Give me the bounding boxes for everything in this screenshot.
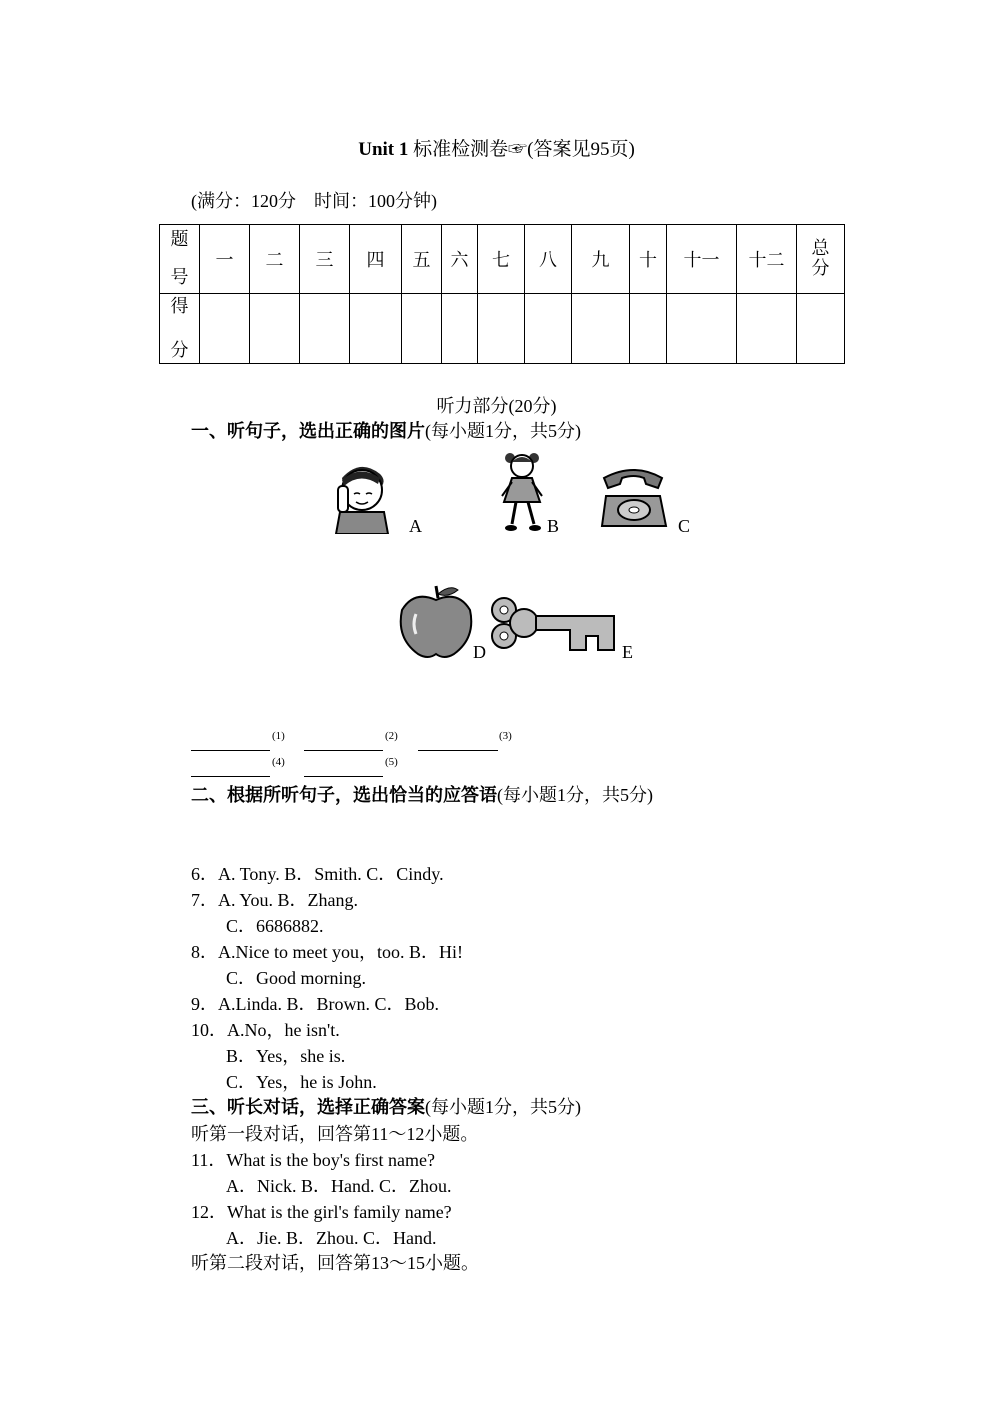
score-cell[interactable] <box>630 294 667 364</box>
question-7-option-c: C．6686882. <box>226 916 324 936</box>
col-header: 九 <box>572 225 630 294</box>
blank-number-3: (3) <box>499 730 512 742</box>
part2-heading: 二、根据所听句子，选出恰当的应答语(每小题1分，共5分) <box>191 785 653 805</box>
col-header: 十二 <box>737 225 797 294</box>
girl-picture <box>498 450 546 534</box>
question-11-options: A．Nick. B．Hand. C．Zhou. <box>226 1176 452 1196</box>
col-header: 四 <box>350 225 402 294</box>
score-cell[interactable] <box>402 294 442 364</box>
dialogue-1-instruction: 听第一段对话，回答第11～12小题。 <box>191 1124 479 1144</box>
score-cell[interactable] <box>525 294 572 364</box>
answer-blank-3[interactable] <box>418 750 498 751</box>
picture-label-a: A <box>409 516 422 536</box>
key-picture <box>486 588 620 658</box>
apple-picture <box>396 580 476 660</box>
telephone-picture <box>600 466 668 530</box>
col-header: 三 <box>300 225 350 294</box>
row-label-score: 得 分 <box>160 294 200 364</box>
question-6: 6．A. Tony. B．Smith. C．Cindy. <box>191 864 444 884</box>
score-cell[interactable] <box>572 294 630 364</box>
answer-blank-2[interactable] <box>304 750 383 751</box>
score-cell[interactable] <box>478 294 525 364</box>
question-7: 7．A. You. B．Zhang. <box>191 890 359 910</box>
score-cell[interactable] <box>250 294 300 364</box>
score-cell[interactable] <box>200 294 250 364</box>
blank-number-4: (4) <box>272 756 285 768</box>
col-header: 一 <box>200 225 250 294</box>
score-table <box>159 224 845 364</box>
question-9: 9．A.Linda. B．Brown. C．Bob. <box>191 994 440 1014</box>
question-10-option-b: B．Yes，she is. <box>226 1046 346 1066</box>
question-12-options: A．Jie. B．Zhou. C．Hand. <box>226 1228 437 1248</box>
exam-meta: (满分：120分 时间：100分钟) <box>191 191 437 211</box>
score-cell[interactable] <box>667 294 737 364</box>
answer-blank-5[interactable] <box>304 776 383 777</box>
score-cell[interactable] <box>442 294 478 364</box>
score-cell[interactable] <box>797 294 845 364</box>
col-header: 二 <box>250 225 300 294</box>
row-label-question-number: 题 号 <box>160 225 200 294</box>
score-cell[interactable] <box>300 294 350 364</box>
page-title: Unit 1 标准检测卷☞(答案见95页) <box>358 139 635 160</box>
col-header: 十 <box>630 225 667 294</box>
blank-number-2: (2) <box>385 730 398 742</box>
picture-label-e: E <box>622 642 633 662</box>
boy-picture <box>330 456 390 534</box>
col-header: 十一 <box>667 225 737 294</box>
question-10-option-c: C．Yes，he is John. <box>226 1072 377 1092</box>
col-header: 八 <box>525 225 572 294</box>
picture-label-d: D <box>473 642 486 662</box>
col-header: 六 <box>442 225 478 294</box>
col-header: 七 <box>478 225 525 294</box>
score-cell[interactable] <box>350 294 402 364</box>
blank-number-5: (5) <box>385 756 398 768</box>
picture-label-c: C <box>678 516 691 536</box>
col-header: 五 <box>402 225 442 294</box>
col-header-total: 总 分 <box>797 225 845 294</box>
question-12: 12．What is the girl's family name? <box>191 1202 452 1222</box>
question-8-option-c: C．Good morning. <box>226 968 367 988</box>
dialogue-2-instruction: 听第二段对话，回答第13～15小题。 <box>191 1253 479 1273</box>
listening-section-title: 听力部分(20分) <box>436 396 557 416</box>
answer-blank-1[interactable] <box>191 750 270 751</box>
question-10: 10．A.No，he isn't. <box>191 1020 340 1040</box>
part3-heading: 三、听长对话，选择正确答案(每小题1分，共5分) <box>191 1097 581 1117</box>
part1-heading: 一、听句子，选出正确的图片(每小题1分，共5分) <box>191 421 581 441</box>
question-11: 11．What is the boy's first name? <box>191 1150 436 1170</box>
picture-label-b: B <box>547 516 560 536</box>
question-8: 8．A.Nice to meet you，too. B．Hi! <box>191 942 463 962</box>
answer-blank-4[interactable] <box>191 776 270 777</box>
score-cell[interactable] <box>737 294 797 364</box>
blank-number-1: (1) <box>272 730 285 742</box>
